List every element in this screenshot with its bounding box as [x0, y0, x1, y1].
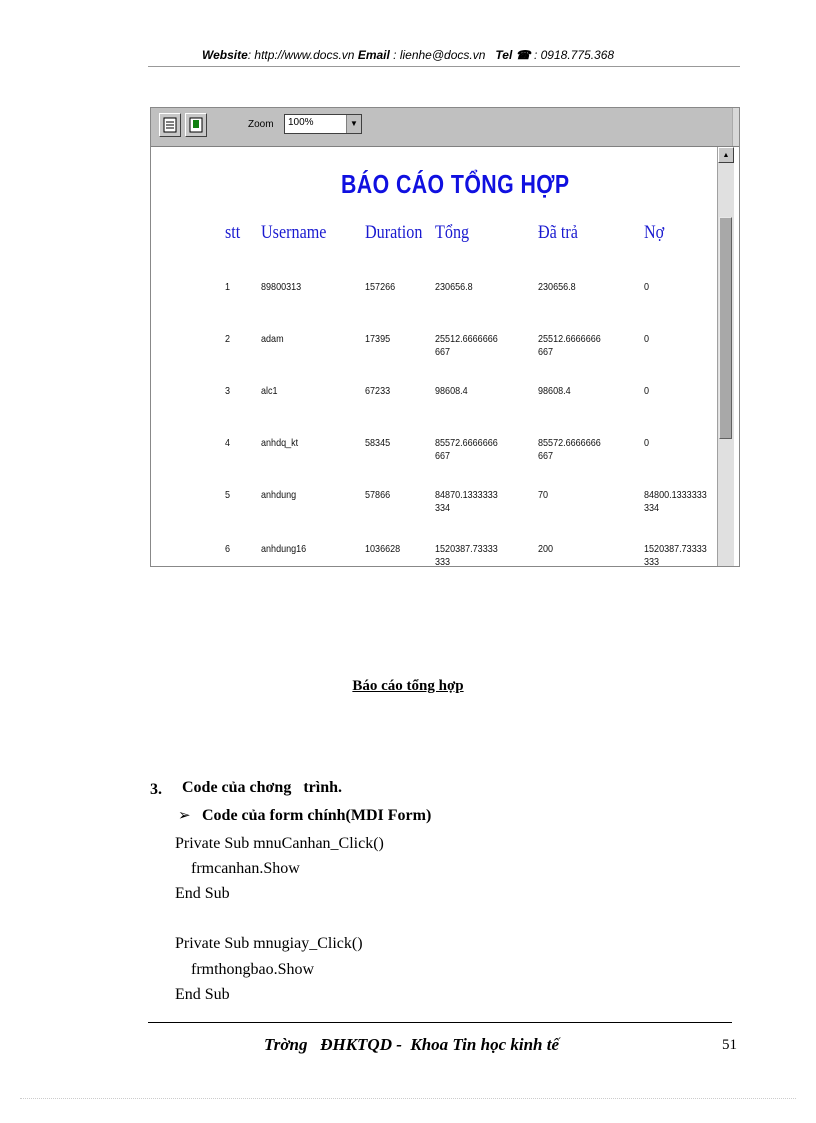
viewer-toolbar — [151, 108, 739, 147]
arrow-bullet-icon: ➢ — [178, 806, 191, 824]
cell-username: adam — [261, 333, 284, 345]
column-header-duration: Duration — [365, 222, 423, 243]
cell-stt: 4 — [225, 437, 231, 449]
cell-no: 0 — [644, 385, 650, 397]
zoom-value: 100% — [288, 117, 314, 128]
figure-caption: Báo cáo tổng hợp — [352, 678, 464, 694]
cell-da-tra: 85572.6666666 667 — [538, 437, 601, 462]
bullet-heading: Code của form chính(MDI Form) — [202, 807, 432, 824]
footer-divider — [148, 1022, 732, 1023]
page-bottom-border — [20, 1098, 796, 1099]
cell-no: 1520387.73333 333 — [644, 543, 707, 567]
code-line: End Sub — [175, 885, 230, 902]
cell-username: anhdq_kt — [261, 437, 299, 449]
cell-tong: 25512.6666666 667 — [435, 333, 498, 358]
column-header-tong: Tổng — [435, 222, 470, 243]
column-header-username: Username — [261, 222, 327, 243]
chevron-down-icon[interactable]: ▼ — [346, 115, 361, 133]
cell-duration: 58345 — [365, 437, 391, 449]
cell-duration: 157266 — [365, 281, 396, 293]
cell-tong: 84870.1333333 334 — [435, 489, 498, 514]
cell-tong: 230656.8 — [435, 281, 473, 293]
cell-no: 0 — [644, 333, 650, 345]
section-number: 3. — [150, 781, 162, 798]
cell-stt: 6 — [225, 543, 231, 555]
header-divider — [148, 66, 740, 67]
zoom-select[interactable] — [284, 114, 362, 134]
cell-duration: 1036628 — [365, 543, 401, 555]
cell-stt: 1 — [225, 281, 231, 293]
tel-label: Tel — [495, 48, 513, 62]
zoom-label: Zoom — [248, 119, 274, 130]
cell-no: 84800.1333333 334 — [644, 489, 707, 514]
cell-da-tra: 230656.8 — [538, 281, 576, 293]
code-line: frmthongbao.Show — [175, 961, 315, 978]
code-line: Private Sub mnugiay_Click() — [175, 935, 363, 952]
cell-no: 0 — [644, 437, 650, 449]
cell-da-tra: 70 — [538, 489, 549, 501]
cell-tong: 98608.4 — [435, 385, 468, 397]
email-value: : lienhe@docs.vn — [389, 48, 486, 62]
page-number: 51 — [722, 1037, 737, 1053]
report-page — [151, 147, 717, 566]
page-header — [0, 48, 816, 62]
window-edge — [732, 108, 739, 146]
column-header-no: Nợ — [644, 222, 665, 243]
cell-duration: 57866 — [365, 489, 391, 501]
scroll-up-icon[interactable]: ▲ — [718, 147, 734, 163]
cell-duration: 67233 — [365, 385, 391, 397]
cell-username: alc1 — [261, 385, 278, 397]
column-header-stt: stt — [225, 222, 241, 243]
cell-username: anhdung — [261, 489, 297, 501]
cell-tong: 85572.6666666 667 — [435, 437, 498, 462]
print-icon[interactable] — [159, 113, 181, 137]
cell-stt: 2 — [225, 333, 231, 345]
cell-stt: 5 — [225, 489, 231, 501]
phone-icon: ☎ — [515, 48, 531, 62]
cell-stt: 3 — [225, 385, 231, 397]
cell-username: 89800313 — [261, 281, 302, 293]
scrollbar-thumb[interactable] — [719, 217, 732, 439]
email-label: Email — [357, 48, 390, 62]
code-line: Private Sub mnuCanhan_Click() — [175, 835, 384, 852]
export-icon[interactable] — [185, 113, 207, 137]
report-viewer-window — [150, 107, 740, 567]
column-header-da-tra: Đã trả — [538, 222, 578, 243]
section-title: Code của chơng trình. — [182, 779, 342, 796]
cell-da-tra: 25512.6666666 667 — [538, 333, 601, 358]
footer-text: Trờng ĐHKTQD - Khoa Tin học kinh tế — [264, 1035, 560, 1054]
vertical-scrollbar[interactable] — [717, 147, 734, 566]
tel-value: : 0918.775.368 — [533, 48, 615, 62]
report-title: BÁO CÁO TỔNG HỢP — [341, 169, 570, 199]
cell-da-tra: 200 — [538, 543, 554, 555]
cell-no: 0 — [644, 281, 650, 293]
cell-duration: 17395 — [365, 333, 391, 345]
cell-username: anhdung16 — [261, 543, 307, 555]
website-value: : http://www.docs.vn — [247, 48, 355, 62]
website-label: Website — [201, 48, 248, 62]
cell-da-tra: 98608.4 — [538, 385, 571, 397]
cell-tong: 1520387.73333 333 — [435, 543, 498, 567]
code-line: End Sub — [175, 986, 230, 1003]
code-line: frmcanhan.Show — [175, 860, 300, 877]
